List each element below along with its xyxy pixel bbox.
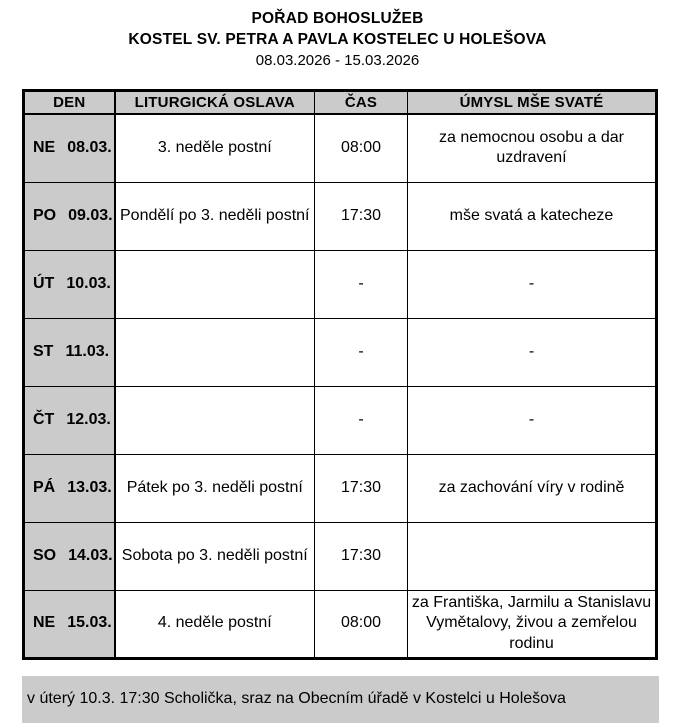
intention-cell: za zachování víry v rodině bbox=[408, 454, 657, 522]
day-date: 15.03. bbox=[67, 614, 112, 632]
footer-note-text: v úterý 10.3. 17:30 Scholička, sraz na Obecním úřadě v Kostelci u Holešova bbox=[27, 690, 566, 707]
time-cell: 17:30 bbox=[315, 454, 408, 522]
intention-cell: za nemocnou osobu a dar uzdravení bbox=[408, 114, 657, 182]
day-abbreviation: ST bbox=[33, 342, 54, 360]
time-cell: 17:30 bbox=[315, 182, 408, 250]
celebration-cell bbox=[115, 250, 315, 318]
day-abbreviation: NE bbox=[33, 139, 56, 157]
day-date: 10.03. bbox=[66, 274, 111, 292]
celebration-cell bbox=[115, 318, 315, 386]
document-header bbox=[0, 8, 675, 71]
date-range: 08.03.2026 - 15.03.2026 bbox=[255, 52, 420, 69]
day-abbreviation: SO bbox=[33, 546, 57, 564]
day-cell bbox=[24, 386, 115, 454]
table-row bbox=[24, 318, 657, 386]
table-row bbox=[24, 250, 657, 318]
celebration-cell: Pátek po 3. neděli postní bbox=[115, 454, 315, 522]
column-header-umysl-mse-svate: ÚMYSL MŠE SVATÉ bbox=[408, 91, 657, 115]
header-row bbox=[24, 91, 657, 115]
day-cell bbox=[24, 590, 115, 658]
time-cell: 08:00 bbox=[315, 590, 408, 658]
day-date: 12.03. bbox=[66, 410, 111, 428]
day-cell bbox=[24, 114, 115, 182]
table-row bbox=[24, 522, 657, 590]
intention-cell: mše svatá a katecheze bbox=[408, 182, 657, 250]
page-subtitle: KOSTEL SV. PETRA A PAVLA KOSTELEC U HOLEŠOVA bbox=[128, 31, 547, 48]
celebration-cell: Pondělí po 3. neděli postní bbox=[115, 182, 315, 250]
time-cell: - bbox=[315, 250, 408, 318]
column-header-den: DEN bbox=[24, 91, 115, 115]
day-abbreviation: PO bbox=[33, 206, 57, 224]
day-date: 08.03. bbox=[67, 139, 112, 157]
intention-cell bbox=[408, 522, 657, 590]
day-date: 09.03. bbox=[68, 206, 113, 224]
day-abbreviation: PÁ bbox=[33, 478, 56, 496]
day-cell bbox=[24, 250, 115, 318]
celebration-cell: 4. neděle postní bbox=[115, 590, 315, 658]
day-date: 13.03. bbox=[67, 478, 112, 496]
day-abbreviation: ČT bbox=[33, 410, 55, 428]
time-cell: - bbox=[315, 318, 408, 386]
column-header-liturgicka-oslava: LITURGICKÁ OSLAVA bbox=[115, 91, 315, 115]
intention-cell: - bbox=[408, 250, 657, 318]
time-cell: - bbox=[315, 386, 408, 454]
table-row bbox=[24, 386, 657, 454]
day-date: 11.03. bbox=[65, 342, 110, 360]
day-abbreviation: NE bbox=[33, 614, 56, 632]
schedule-table-header bbox=[24, 91, 657, 115]
day-cell bbox=[24, 182, 115, 250]
table-row bbox=[24, 454, 657, 522]
day-cell bbox=[24, 318, 115, 386]
footer-note bbox=[22, 676, 659, 723]
celebration-cell: 3. neděle postní bbox=[115, 114, 315, 182]
time-cell: 17:30 bbox=[315, 522, 408, 590]
table-row bbox=[24, 114, 657, 182]
schedule-table-body bbox=[24, 114, 657, 658]
page-title: POŘAD BOHOSLUŽEB bbox=[251, 10, 424, 27]
day-cell bbox=[24, 522, 115, 590]
celebration-cell: Sobota po 3. neděli postní bbox=[115, 522, 315, 590]
intention-cell: za Františka, Jarmilu a Stanislavu Vymětalovy, živou a zemřelou rodinu bbox=[408, 590, 657, 658]
column-header-cas: ČAS bbox=[315, 91, 408, 115]
day-date: 14.03. bbox=[68, 546, 113, 564]
table-row bbox=[24, 590, 657, 658]
intention-cell: - bbox=[408, 386, 657, 454]
day-abbreviation: ÚT bbox=[33, 274, 55, 292]
day-cell bbox=[24, 454, 115, 522]
time-cell: 08:00 bbox=[315, 114, 408, 182]
schedule-table bbox=[22, 89, 658, 660]
celebration-cell bbox=[115, 386, 315, 454]
intention-cell: - bbox=[408, 318, 657, 386]
table-row bbox=[24, 182, 657, 250]
